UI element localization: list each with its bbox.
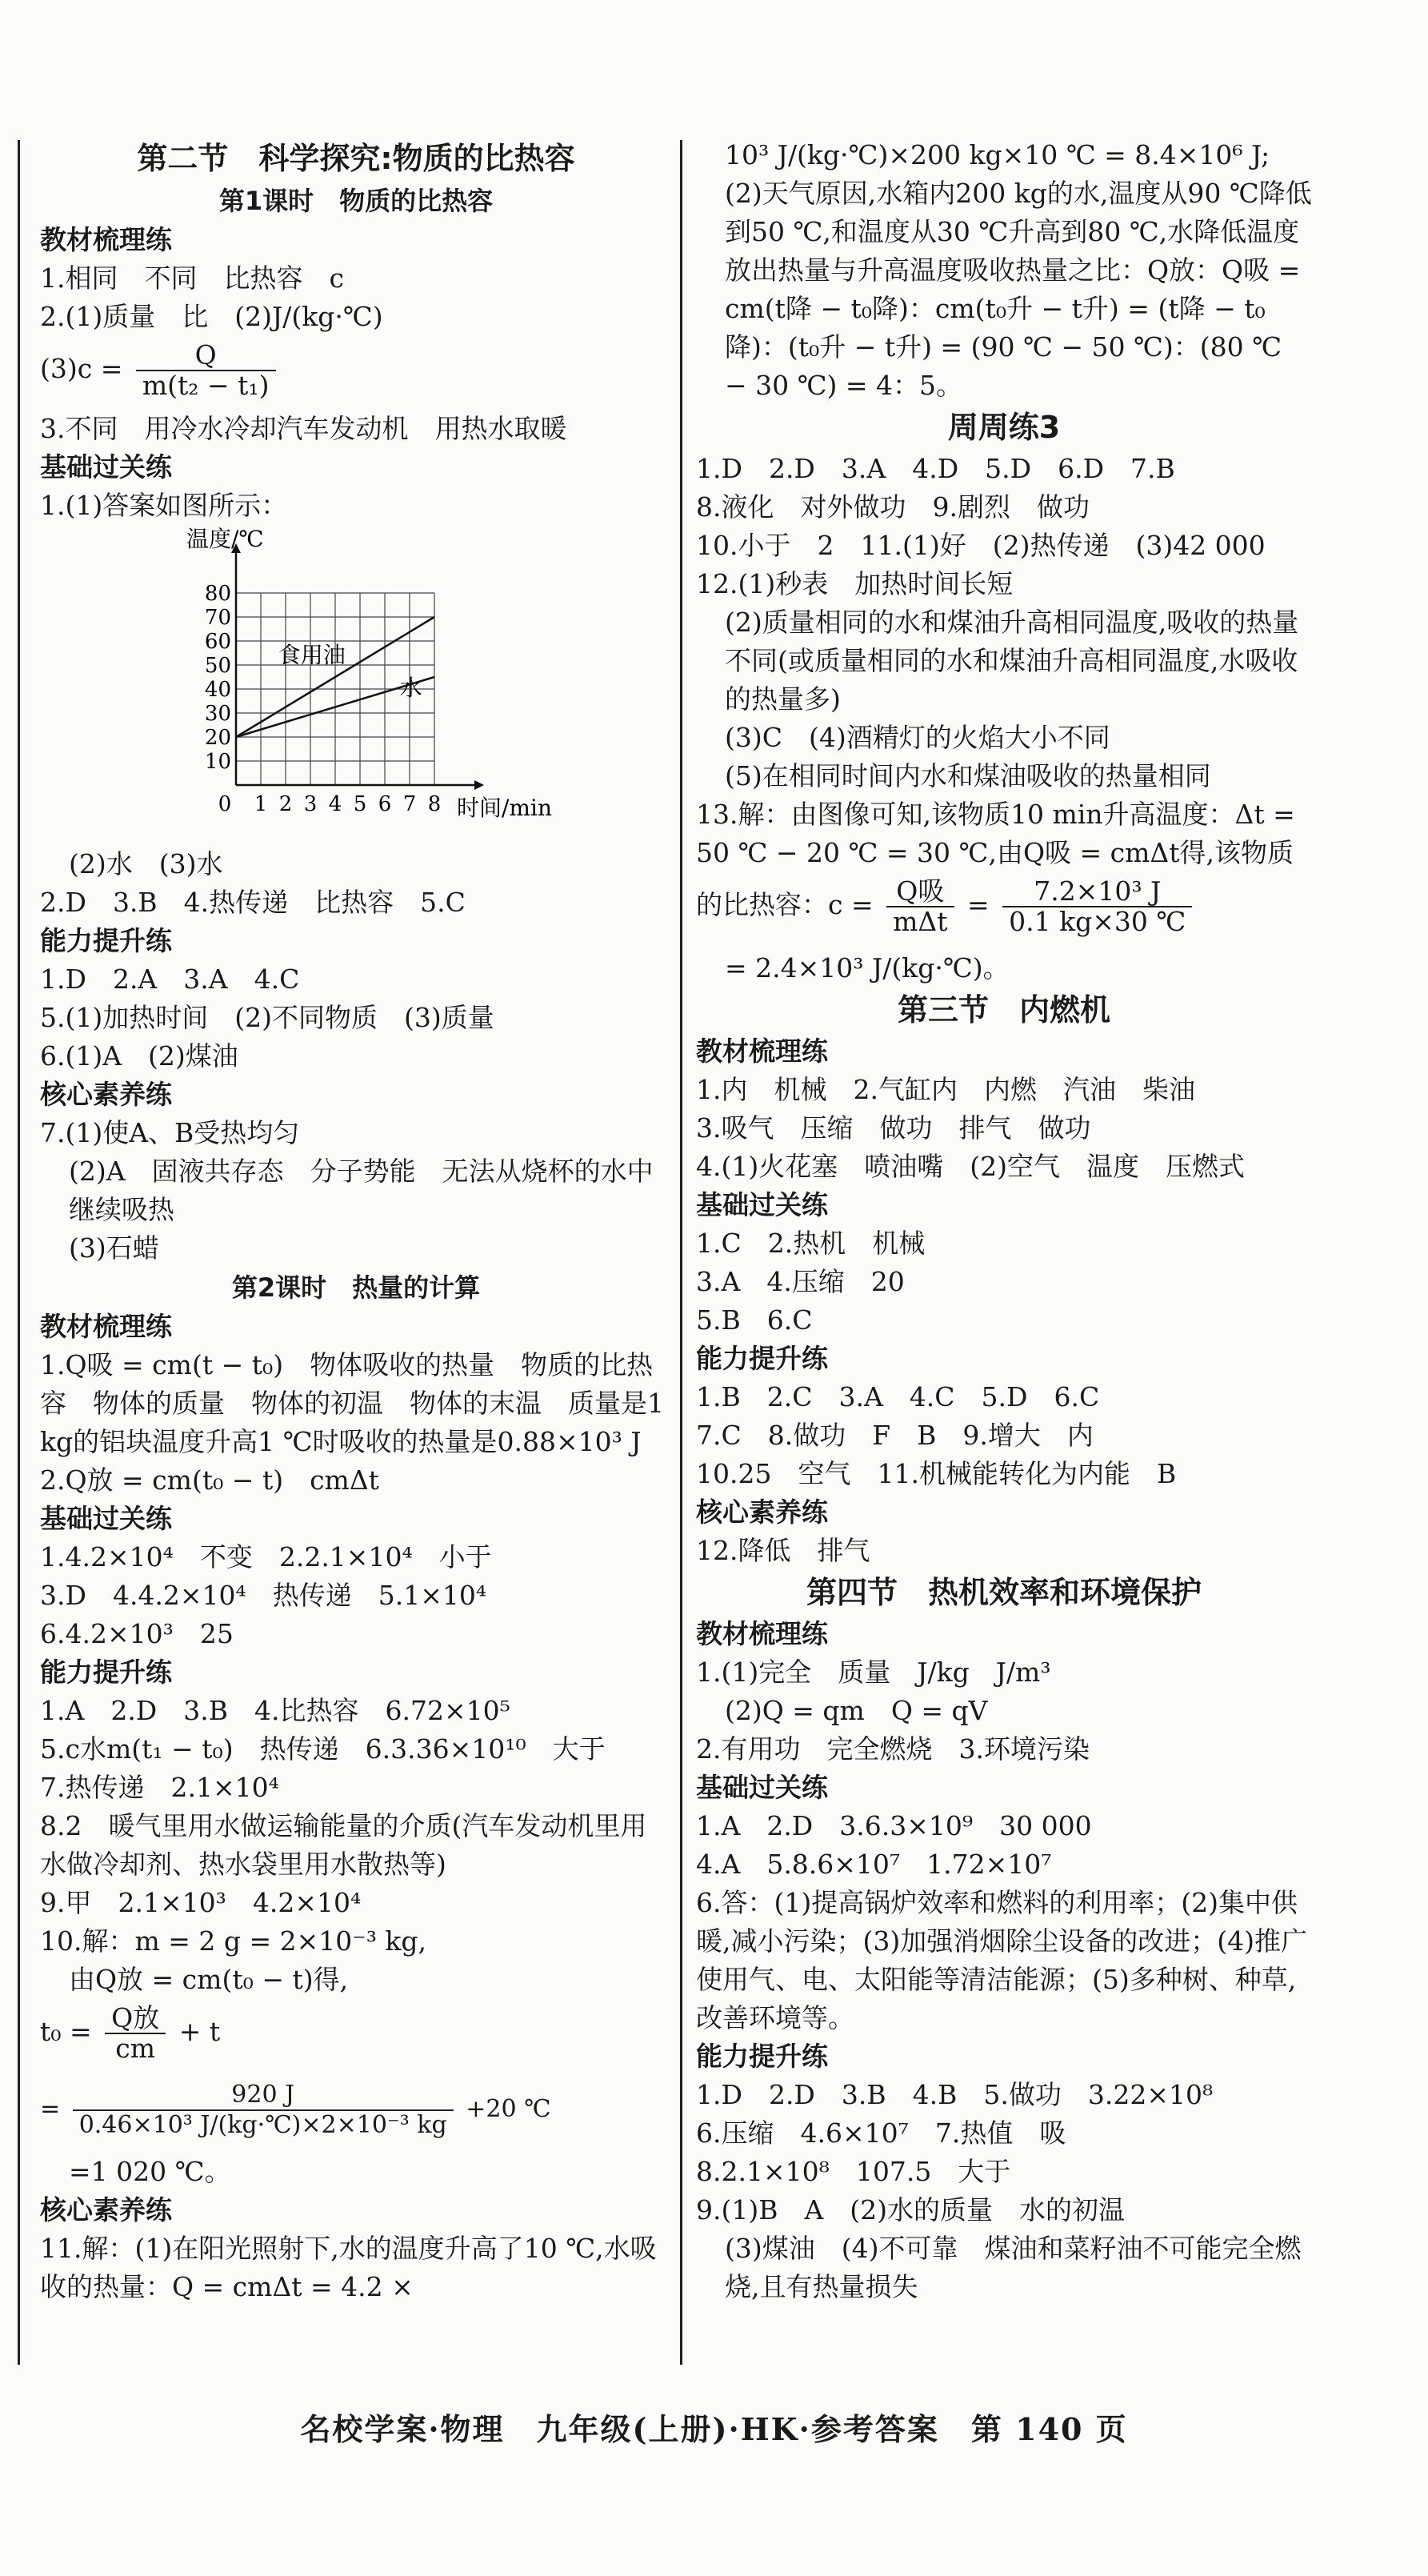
answer-line: 1.Q吸 = cm(t − t₀) 物体吸收的热量 物质的比热容 物体的质量 物体的初温 物体的末温 质量是1 kg的铝块温度升高1 ℃时吸收的热量是0.88×10³ J xyxy=(40,1349,664,1457)
answer-line: 6.4.2×10³ 25 xyxy=(40,1618,234,1649)
numerator: Q xyxy=(136,341,276,371)
subheading: 能力提升练 xyxy=(40,925,172,956)
right-column xyxy=(696,136,1312,2306)
x-axis-arrow xyxy=(474,780,484,790)
x-tick-label: 7 xyxy=(402,792,417,816)
formula-line xyxy=(40,336,672,410)
formula-lhs: (3)c = xyxy=(40,353,123,384)
answer-line: 5.c水m(t₁ − t₀) 热传递 6.3.36×10¹⁰ 大于 xyxy=(40,1733,606,1765)
answer-line: 6.答：(1)提高锅炉效率和燃料的利用率；(2)集中供暖,减小污染；(3)加强消烟除尘设备的改进；(4)推广使用气、电、太阳能等清洁能源；(5)多种树、种草,改善环境等。 xyxy=(696,1887,1307,2033)
y-tick-label: 50 xyxy=(204,654,231,678)
answer-line: 1.C 2.热机 机械 xyxy=(696,1228,926,1259)
answer-line: 4.(1)火花塞 喷油嘴 (2)空气 温度 压燃式 xyxy=(696,1151,1245,1182)
subheading: 教材梳理练 xyxy=(696,1618,828,1649)
answer-line: 13.解：由图像可知,该物质10 min升高温度：Δt = 50 ℃ − 20 ℃ = 30 ℃,由Q吸 = cmΔt得,该物质 xyxy=(696,799,1295,868)
answer-line: 12.(1)秒表 加热时间长短 xyxy=(696,568,1014,599)
subheading: 基础过关练 xyxy=(40,1503,172,1534)
formula-line xyxy=(40,1999,672,2076)
x-tick-label: 2 xyxy=(278,792,293,816)
lesson-title: 第1课时 物质的比热容 xyxy=(218,186,494,216)
y-tick-label: 70 xyxy=(204,606,231,630)
answer-line: (3)煤油 (4)不可靠 煤油和菜籽油不可能完全燃烧,且有热量损失 xyxy=(725,2233,1302,2302)
subheading: 教材梳理练 xyxy=(696,1036,828,1067)
answer-line: 10.小于 2 11.(1)好 (2)热传递 (3)42 000 xyxy=(696,530,1266,561)
fraction xyxy=(886,877,954,936)
x-tick-label: 3 xyxy=(303,792,318,816)
answer-line: 9.甲 2.1×10³ 4.2×10⁴ xyxy=(40,1887,362,1918)
x-tick-label: 6 xyxy=(378,792,392,816)
answer-line: 2.Q放 = cm(t₀ − t) cmΔt xyxy=(40,1464,379,1496)
fraction xyxy=(1002,877,1192,936)
subheading: 核心素养练 xyxy=(696,1496,828,1528)
answer-line: 1.D 2.D 3.A 4.D 5.D 6.D 7.B xyxy=(696,453,1175,484)
answer-line: 3.D 4.4.2×10⁴ 热传递 5.1×10⁴ xyxy=(40,1580,487,1611)
y-tick-label: 20 xyxy=(204,726,231,750)
x-tick-label: 0 xyxy=(218,792,232,816)
y-tick-label: 40 xyxy=(204,678,231,702)
x-tick-label: 8 xyxy=(427,792,442,816)
y-tick-label: 60 xyxy=(204,630,231,654)
answer-line: 5.B 6.C xyxy=(696,1304,813,1336)
answer-line: 10.25 空气 11.机械能转化为内能 B xyxy=(696,1458,1177,1489)
answer-line: 3.吸气 压缩 做功 排气 做功 xyxy=(696,1112,1091,1144)
numerator: 7.2×10³ J xyxy=(1002,877,1192,907)
subheading: 基础过关练 xyxy=(40,451,172,483)
series-label: 水 xyxy=(399,675,422,701)
formula-rhs: +20 ℃ xyxy=(466,2095,551,2123)
answer-line: =1 020 ℃。 xyxy=(69,2156,231,2187)
column-divider xyxy=(680,140,682,2365)
subheading: 核心素养练 xyxy=(40,2194,172,2225)
section-title: 第四节 热机效率和环境保护 xyxy=(806,1575,1202,1610)
y-axis-label: 温度/℃ xyxy=(186,526,264,552)
x-axis-label: 时间/min xyxy=(457,795,552,821)
answer-line: (2)天气原因,水箱内200 kg的水,温度从90 ℃降低到50 ℃,和温度从30 ℃升高到80 ℃,水降低温度放出热量与升高温度吸收热量之比：Q放：Q吸 = cm(t降 − t₀降)：cm(t₀升 − t升) = (t降 − t₀降)：(t₀升 − t升) = (90 ℃ − 50 ℃)：(80 ℃ − 30 ℃) = 4：5。 xyxy=(725,178,1312,401)
subheading: 能力提升练 xyxy=(40,1657,172,1688)
formula-rhs: + t xyxy=(178,2016,221,2047)
chart-container xyxy=(40,525,672,845)
answer-line: 由Q放 = cm(t₀ − t)得, xyxy=(69,1964,349,1995)
answer-line: 1.相同 不同 比热容 c xyxy=(40,262,344,294)
subheading: 能力提升练 xyxy=(696,1343,828,1374)
answer-line: (2)Q = qm Q = qV xyxy=(725,1695,988,1726)
answer-line: 6.(1)A (2)煤油 xyxy=(40,1040,238,1072)
answer-line: 2.D 3.B 4.热传递 比热容 5.C xyxy=(40,887,466,918)
answer-line: = 2.4×10³ J/(kg·℃)。 xyxy=(725,952,1010,984)
denominator: cm xyxy=(115,2033,156,2064)
answer-line: 1.4.2×10⁴ 不变 2.2.1×10⁴ 小于 xyxy=(40,1541,492,1572)
answer-line: 8.液化 对外做功 9.剧烈 做功 xyxy=(696,491,1090,523)
denominator: mΔt xyxy=(893,906,948,937)
answer-line: 4.A 5.8.6×10⁷ 1.72×10⁷ xyxy=(696,1849,1052,1880)
numerator: Q吸 xyxy=(886,877,954,907)
answer-line: (3)C (4)酒精灯的火焰大小不同 xyxy=(725,722,1110,753)
denominator: 0.1 kg×30 ℃ xyxy=(1009,906,1186,937)
left-column xyxy=(40,136,672,2306)
answer-line: 1.D 2.A 3.A 4.C xyxy=(40,963,300,995)
numerator: 920 J xyxy=(73,2081,454,2111)
formula-line xyxy=(40,2076,672,2153)
y-tick-label: 10 xyxy=(204,750,231,774)
y-tick-label: 30 xyxy=(204,702,231,726)
answer-line: (2)水 (3)水 xyxy=(69,848,223,879)
answer-line: 3.A 4.压缩 20 xyxy=(696,1266,905,1297)
answer-line: 3.不同 用冷水冷却汽车发动机 用热水取暖 xyxy=(40,413,567,444)
answer-line: 5.(1)加热时间 (2)不同物质 (3)质量 xyxy=(40,1002,494,1033)
formula-line xyxy=(696,872,1312,949)
answer-line: 11.解：(1)在阳光照射下,水的温度升高了10 ℃,水吸收的热量：Q = cmΔt = 4.2 × xyxy=(40,2233,657,2302)
answer-line: 9.(1)B A (2)水的质量 水的初温 xyxy=(696,2194,1126,2225)
subheading: 教材梳理练 xyxy=(40,1311,172,1342)
section-title: 第二节 科学探究:物质的比热容 xyxy=(137,141,575,176)
answer-line: (3)石蜡 xyxy=(69,1232,159,1264)
denominator: 0.46×10³ J/(kg·℃)×2×10⁻³ kg xyxy=(78,2111,447,2139)
answer-line: 7.(1)使A、B受热均匀 xyxy=(40,1117,300,1148)
answer-line: 2.(1)质量 比 (2)J/(kg·℃) xyxy=(40,301,383,332)
answer-line: 10³ J/(kg·℃)×200 kg×10 ℃ = 8.4×10⁶ J; xyxy=(725,139,1270,170)
answer-line: 1.(1)答案如图所示： xyxy=(40,490,288,521)
y-tick-label: 80 xyxy=(204,582,231,606)
fraction xyxy=(136,341,276,400)
subheading: 基础过关练 xyxy=(696,1772,828,1803)
subheading: 教材梳理练 xyxy=(40,224,172,255)
answer-line: 1.A 2.D 3.6.3×10⁹ 30 000 xyxy=(696,1810,1092,1841)
temperature-time-chart xyxy=(40,525,672,845)
subheading: 能力提升练 xyxy=(696,2041,828,2072)
formula-lhs: 的比热容：c = xyxy=(696,889,874,920)
answer-line: 1.(1)完全 质量 J/kg J/m³ xyxy=(696,1657,1051,1688)
answer-line: (5)在相同时间内水和煤油吸收的热量相同 xyxy=(725,760,1211,791)
formula-lhs: = xyxy=(40,2095,61,2123)
section-title: 第三节 内燃机 xyxy=(897,992,1110,1028)
x-tick-label: 5 xyxy=(353,792,367,816)
section-title: 周周练3 xyxy=(947,410,1061,445)
subheading: 核心素养练 xyxy=(40,1079,172,1110)
fraction xyxy=(73,2081,454,2140)
left-margin-rule xyxy=(18,140,20,2365)
series-label: 食用油 xyxy=(278,642,346,668)
answer-line: 8.2.1×10⁸ 107.5 大于 xyxy=(696,2156,1011,2187)
formula-lhs: t₀ = xyxy=(40,2016,92,2047)
answer-line: 1.内 机械 2.气缸内 内燃 汽油 柴油 xyxy=(696,1074,1195,1105)
numerator: Q放 xyxy=(105,2004,166,2034)
answer-line: 1.A 2.D 3.B 4.比热容 6.72×10⁵ xyxy=(40,1695,510,1726)
answer-line: 6.压缩 4.6×10⁷ 7.热值 吸 xyxy=(696,2117,1066,2149)
subheading: 基础过关练 xyxy=(696,1189,828,1220)
fraction xyxy=(105,2004,166,2063)
equals: = xyxy=(967,889,990,920)
denominator: m(t₂ − t₁) xyxy=(142,370,270,401)
page-footer: 名校学案·物理 九年级(上册)·HK·参考答案 第 140 页 xyxy=(300,2411,1128,2447)
answer-line: 1.D 2.D 3.B 4.B 5.做功 3.22×10⁸ xyxy=(696,2079,1214,2110)
answer-line: 12.降低 排气 xyxy=(696,1535,870,1566)
x-tick-label: 1 xyxy=(254,792,268,816)
answer-line: 2.有用功 完全燃烧 3.环境污染 xyxy=(696,1733,1090,1765)
x-tick-label: 4 xyxy=(328,792,342,816)
answer-line: 10.解：m = 2 g = 2×10⁻³ kg, xyxy=(40,1925,427,1957)
lesson-title: 第2课时 热量的计算 xyxy=(231,1272,481,1303)
answer-line: 1.B 2.C 3.A 4.C 5.D 6.C xyxy=(696,1381,1100,1412)
answer-line: 7.热传递 2.1×10⁴ xyxy=(40,1772,279,1803)
answer-line: (2)A 固液共存态 分子势能 无法从烧杯的水中继续吸热 xyxy=(69,1156,654,1225)
answer-line: 8.2 暖气里用水做运输能量的介质(汽车发动机里用水做冷却剂、热水袋里用水散热等) xyxy=(40,1810,647,1880)
answer-line: 7.C 8.做功 F B 9.增大 内 xyxy=(696,1420,1094,1451)
answer-line: (2)质量相同的水和煤油升高相同温度,吸收的热量不同(或质量相同的水和煤油升高相同温度,水吸收的热量多) xyxy=(725,607,1299,715)
